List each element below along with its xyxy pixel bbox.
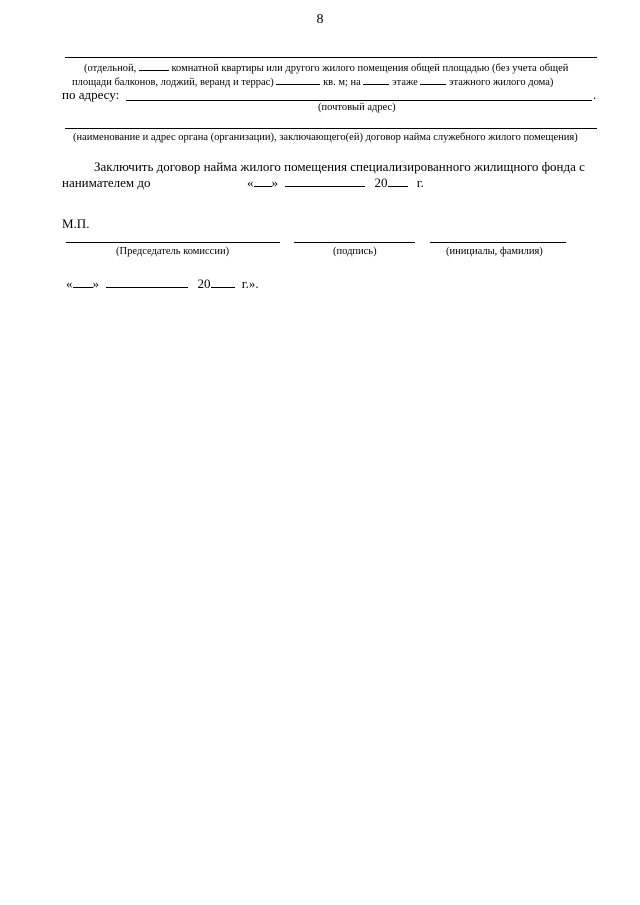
chairman-caption: (Председатель комиссии) — [116, 246, 230, 257]
blank-year[interactable] — [388, 176, 408, 187]
blank-area[interactable] — [276, 74, 320, 85]
blank-rooms[interactable] — [139, 60, 169, 71]
address-label: по адресу: — [62, 87, 120, 102]
initials-caption: (инициалы, фамилия) — [446, 246, 543, 257]
blank-final-month[interactable] — [106, 277, 188, 288]
blank-floor[interactable] — [363, 74, 389, 85]
initials-line[interactable] — [430, 242, 566, 243]
blank-month[interactable] — [285, 176, 365, 187]
stamp-label: М.П. — [62, 216, 90, 231]
signature-caption: (подпись) — [333, 246, 377, 257]
address-caption: (почтовый адрес) — [318, 102, 396, 113]
address-end-mark: . — [593, 87, 597, 102]
chairman-line[interactable] — [66, 242, 280, 243]
address-field[interactable] — [126, 100, 592, 101]
conclude-date: « » 20 г. — [247, 175, 424, 190]
conclude-line1: Заключить договор найма жилого помещения специализированного жилищного фонда с — [94, 159, 585, 174]
blank-final-day[interactable] — [73, 277, 93, 288]
final-date: « » 20 г.». — [66, 276, 259, 291]
apartment-note-line2: площади балконов, лоджий, веранд и террас) кв. м; на этаже этажного жилого дома) — [72, 74, 553, 88]
signature-line[interactable] — [294, 242, 415, 243]
fill-line-top — [65, 57, 597, 58]
blank-day[interactable] — [254, 176, 272, 187]
blank-floors-total[interactable] — [420, 74, 446, 85]
blank-final-year[interactable] — [211, 277, 235, 288]
page-number: 8 — [316, 12, 324, 27]
conclude-line2-label: нанимателем до — [62, 175, 151, 190]
organization-caption: (наименование и адрес органа (организации), заключающего(ей) договор найма служебного жилого помещения) — [73, 132, 578, 143]
organization-field[interactable] — [65, 128, 597, 129]
apartment-note-line1: (отдельной, комнатной квартиры или другого жилого помещения общей площадью (без учета общей — [84, 60, 568, 74]
